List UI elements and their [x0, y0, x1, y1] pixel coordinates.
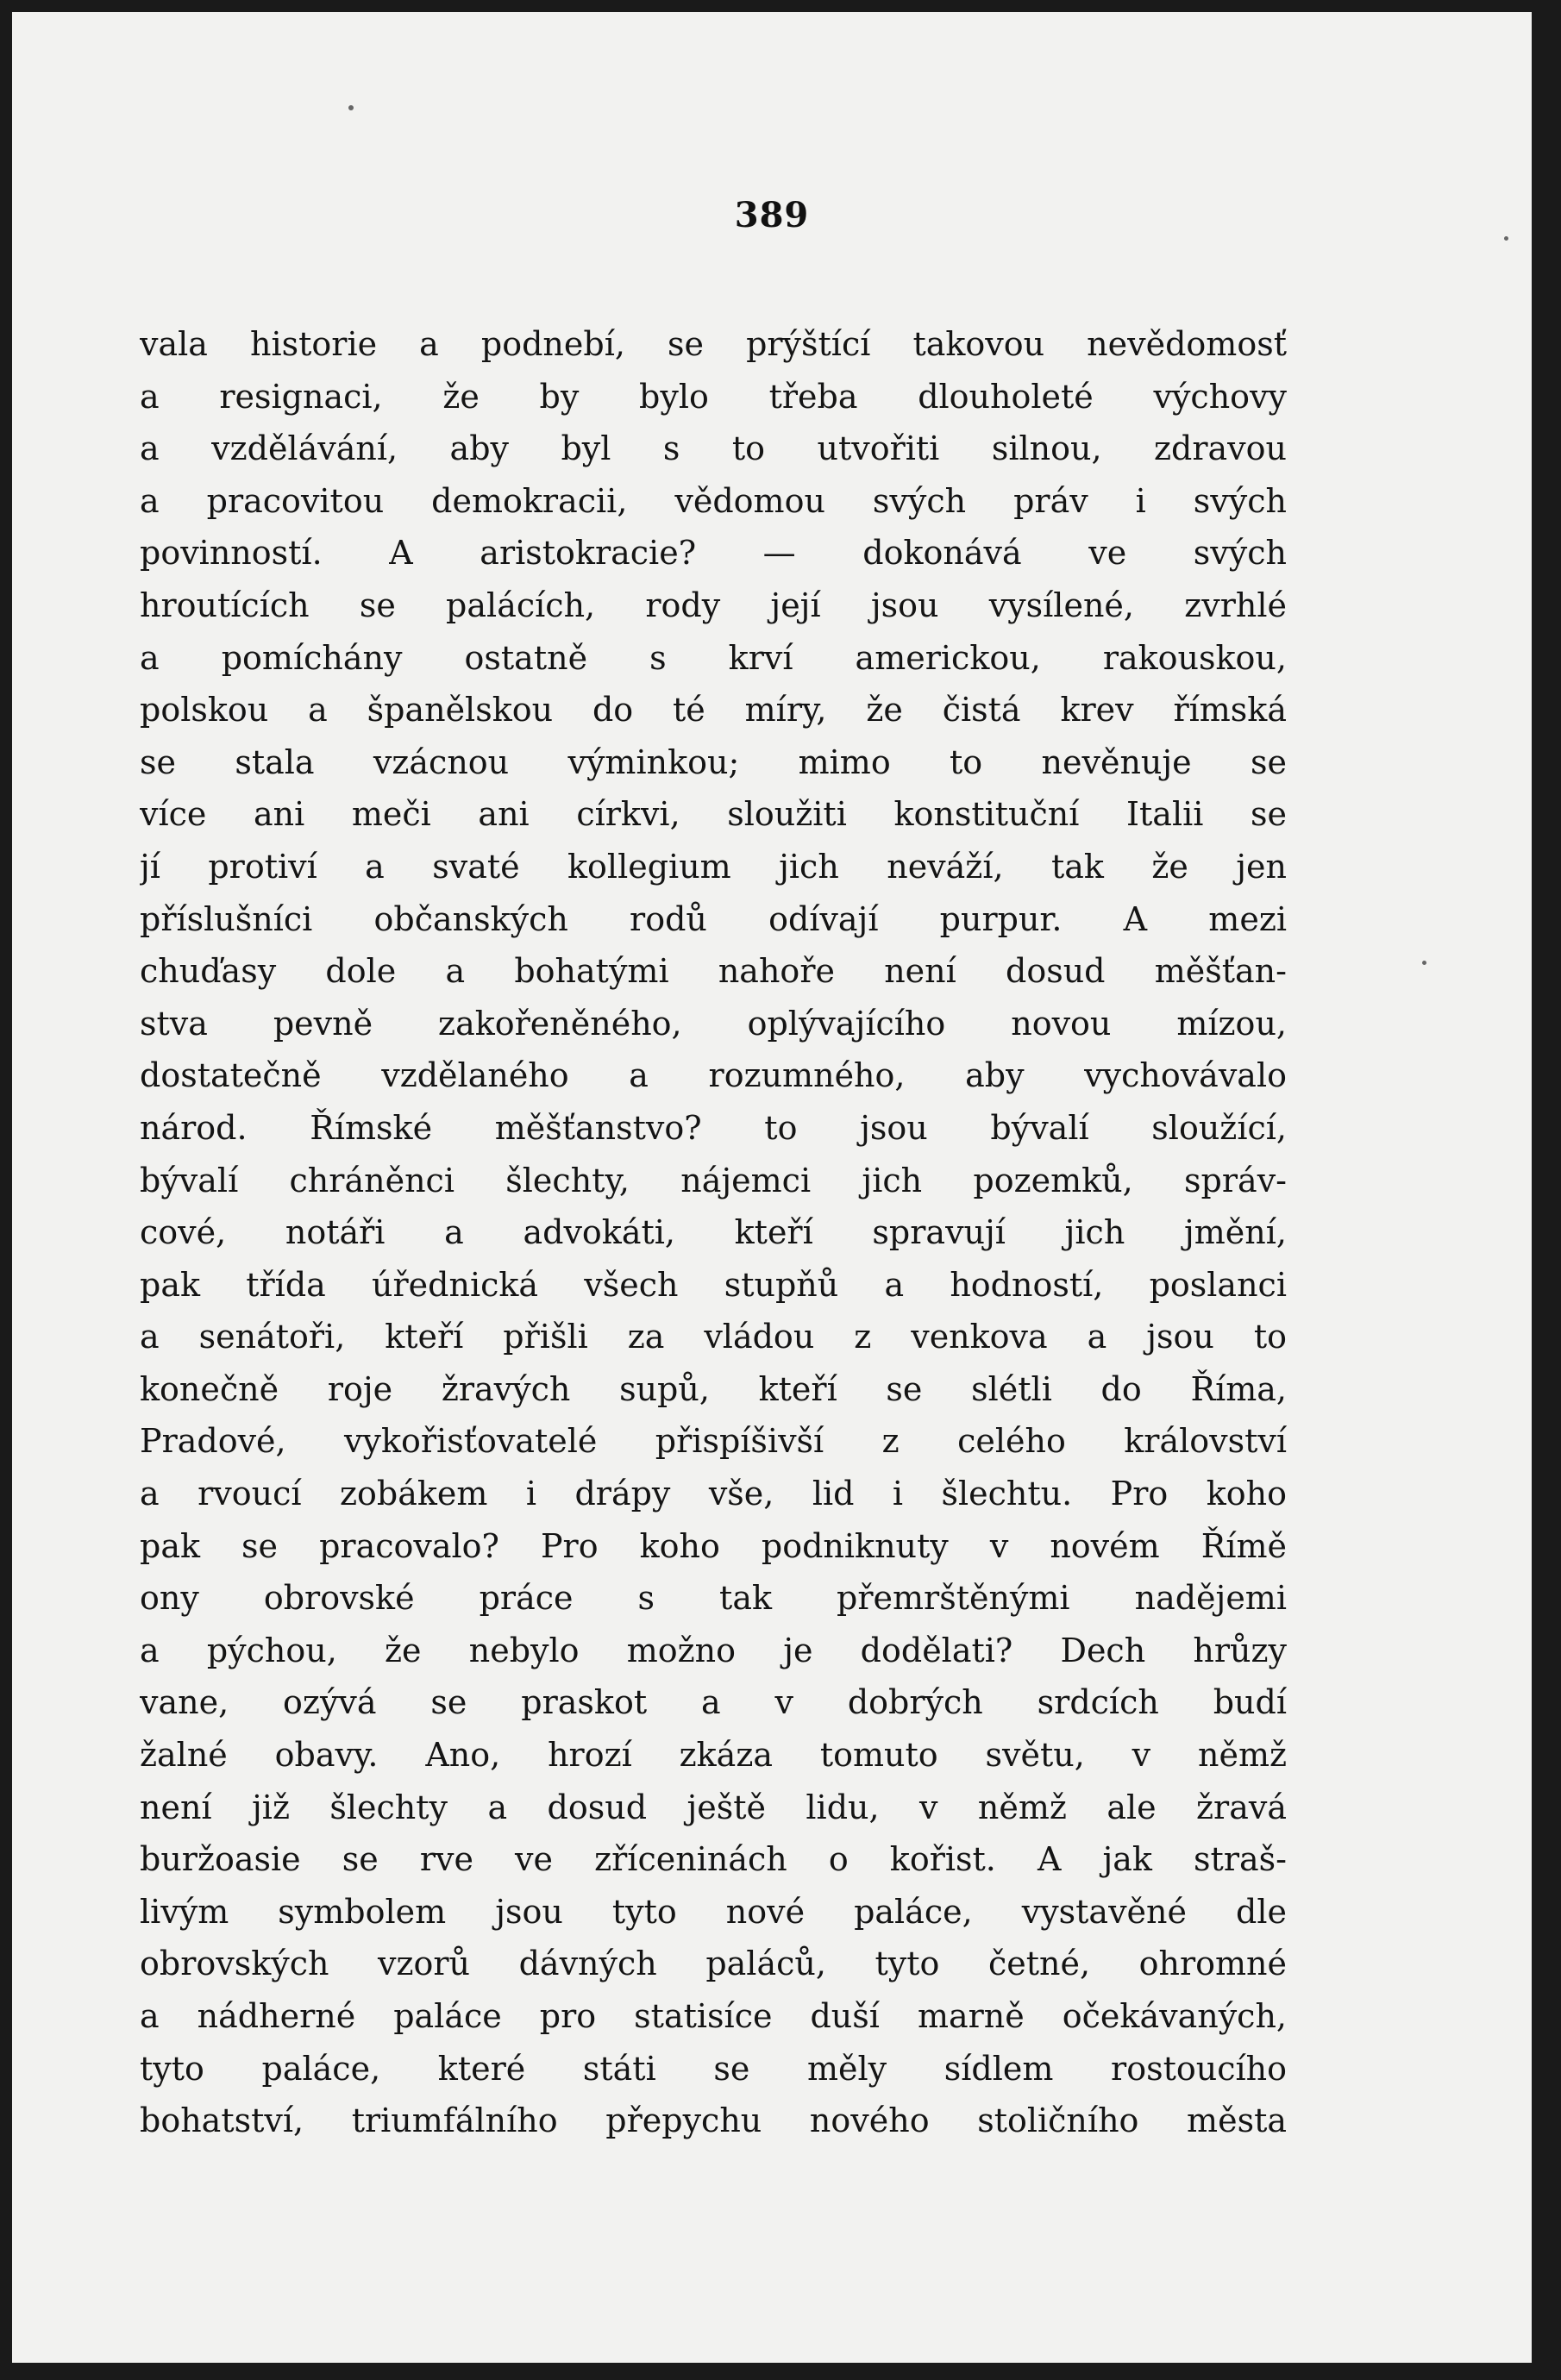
text-line: pak se pracovalo? Pro koho podniknuty v novém Římě [140, 1526, 1287, 1565]
paper-speck [1504, 236, 1508, 241]
page-number: 389 [734, 195, 810, 235]
text-line: bohatství, triumfálního přepychu nového stoličního města [140, 2101, 1287, 2140]
text-line: cové, notáři a advokáti, kteří spravují jich jmění, [140, 1213, 1287, 1252]
text-line: a resignaci, že by bylo třeba dlouholeté výchovy [140, 377, 1287, 416]
text-line: není již šlechty a dosud ještě lidu, v němž ale žravá [140, 1788, 1287, 1826]
text-line: povinností. A aristokracie? — dokonává ve svých [140, 534, 1287, 573]
text-line: a vzdělávání, aby byl s to utvořiti silnou, zdravou [140, 429, 1287, 468]
text-line: hroutících se palácích, rody její jsou vysílené, zvrhlé [140, 586, 1287, 624]
text-line: konečně roje žravých supů, kteří se slétli do Říma, [140, 1369, 1287, 1408]
text-line: tyto paláce, které státi se měly sídlem rostoucího [140, 2049, 1287, 2088]
text-line: pak třída úřednická všech stupňů a hodností, poslanci [140, 1265, 1287, 1304]
text-line: se stala vzácnou výminkou; mimo to nevěnuje se [140, 742, 1287, 781]
text-line: jí protiví a svaté kollegium jich neváží, tak že jen [140, 847, 1287, 886]
paper-speck [348, 105, 354, 110]
text-line: livým symbolem jsou tyto nové paláce, vystavěné dle [140, 1892, 1287, 1931]
paper-speck [1422, 961, 1426, 965]
text-line: bývalí chráněnci šlechty, nájemci jich pozemků, správ- [140, 1161, 1287, 1199]
text-line: ony obrovské práce s tak přemrštěnými nadějemi [140, 1579, 1287, 1618]
text-line: vala historie a podnebí, se prýštící takovou nevědomosť [140, 325, 1287, 363]
book-page [12, 12, 1532, 2363]
text-line: a rvoucí zobákem i drápy vše, lid i šlechtu. Pro koho [140, 1475, 1287, 1513]
text-line: a nádherné paláce pro statisíce duší marně očekávaných, [140, 1997, 1287, 2035]
text-line: příslušníci občanských rodů odívají purpur. A mezi [140, 899, 1287, 938]
text-line: vane, ozývá se praskot a v dobrých srdcích budí [140, 1683, 1287, 1722]
text-line: stva pevně zakořeněného, oplývajícího novou mízou, [140, 1004, 1287, 1043]
text-line: a pýchou, že nebylo možno je dodělati? Dech hrůzy [140, 1631, 1287, 1669]
text-line: dostatečně vzdělaného a rozumného, aby vychovávalo [140, 1056, 1287, 1095]
text-line: žalné obavy. Ano, hrozí zkáza tomuto světu, v němž [140, 1736, 1287, 1775]
text-line: obrovských vzorů dávných paláců, tyto četné, ohromné [140, 1945, 1287, 1983]
text-line: více ani meči ani církvi, sloužiti konstituční Italii se [140, 795, 1287, 834]
text-line: národ. Římské měšťanstvo? to jsou bývalí sloužící, [140, 1108, 1287, 1147]
text-line: a pomíchány ostatně s krví americkou, rakouskou, [140, 638, 1287, 677]
body-text [140, 318, 1287, 2147]
text-line: Pradové, vykořisťovatelé přispíšivší z celého království [140, 1422, 1287, 1461]
text-line: chuďasy dole a bohatými nahoře není dosud měšťan- [140, 952, 1287, 991]
text-line: polskou a španělskou do té míry, že čistá krev římská [140, 691, 1287, 730]
text-line: buržoasie se rve ve zříceninách o kořist. A jak straš- [140, 1840, 1287, 1879]
text-line: a pracovitou demokracii, vědomou svých práv i svých [140, 481, 1287, 520]
text-line: a senátoři, kteří přišli za vládou z venkova a jsou to [140, 1318, 1287, 1356]
